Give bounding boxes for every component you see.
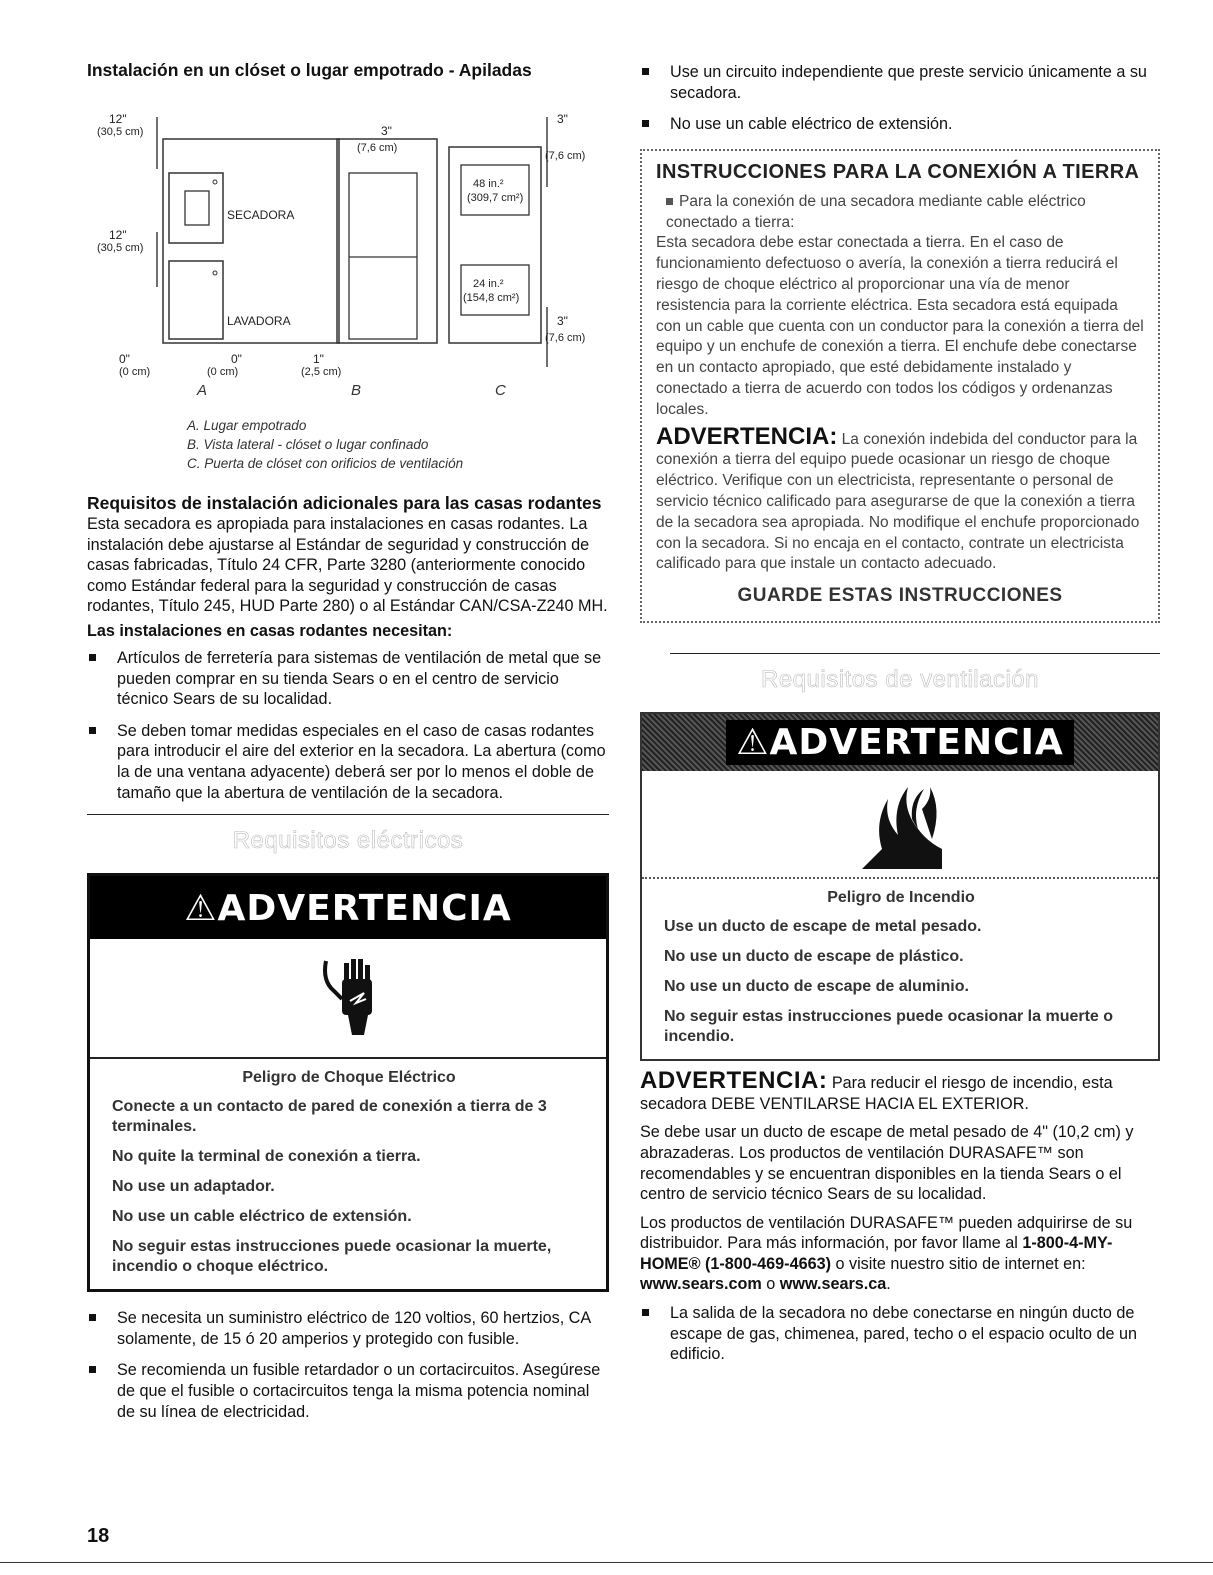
warning-line: No seguir estas instrucciones puede ocasionar la muerte o incendio. [664,1008,1114,1046]
warning-line: No use un ducto de escape de plástico. [664,948,964,966]
section-divider [670,653,1160,654]
closet-door [449,147,541,343]
save-instructions: GUARDE ESTAS INSTRUCCIONES [737,585,1063,607]
closet-heading: Instalación en un clóset o lugar empotrado - Apiladas [87,60,532,80]
square-bullet-icon [666,198,673,205]
washer-box [169,261,223,339]
warning-banner: ⚠ADVERTENCIA [90,876,606,939]
left-column [87,60,609,1433]
exhaust-list [640,1303,1160,1365]
grounding-warning-text: La conexión indebida del conductor para la conexión a tierra del equipo puede ocasionar un riesgo de choque eléctrico. Verifique con un electricista, representante o personal de servicio técnico calificado para asegurarse de que la conexión a tierra de la secadora sea apropiada. No modifique el enchufe proporcionado con la secadora. Si no encaja en el contacto, contrate un electricista calificado para que instale un contacto adecuado. [656,430,1140,573]
mobile-home-list [87,648,609,803]
dim-back-gap: 3" [381,124,392,138]
list-item: Use un circuito independiente que preste servicio únicamente a su secadora. [640,62,1160,103]
right-column [640,62,1160,1376]
caption-a: A. Lugar empotrado [187,418,307,433]
grounding-box [640,149,1160,623]
dim-front-gap-cm: (2,5 cm) [301,366,342,378]
warning-line: No use un adaptador. [112,1178,275,1196]
vent-top-label: 48 in.² [473,178,504,190]
caption-b: B. Vista lateral - clóset o lugar confinado [187,437,429,452]
vent-warning-label: ADVERTENCIA: [640,1067,828,1095]
electrical-warning-box [87,873,609,1292]
diagram-label-a: A [197,382,208,399]
mobile-home-body: Esta secadora es apropiada para instalaciones en casas rodantes. La instalación debe ajustarse al Estándar de seguridad y construcción de casas fabricadas, Título 24 CFR, Parte 3280 (anteriormente conocido como Estándar federal para la seguridad y construcción de casas rodantes, Título 245, HUD Parte 280) o al Estándar CAN/CSA-Z240 MH. [87,515,608,616]
hazard-title: Peligro de Incendio [827,889,975,907]
side-view-frame [337,139,437,343]
phone-number: 1-800-4-MY-HOME® (1-800-469-4663) [640,1234,1113,1273]
hazard-title: Peligro de Choque Eléctrico [242,1069,456,1087]
mobile-home-subheading: Las instalaciones en casas rodantes necesitan: [87,621,453,640]
closet-diagram [87,87,609,399]
list-item: No use un cable eléctrico de extensión. [640,114,1160,135]
section-divider [87,814,609,815]
shock-icon [90,939,606,1059]
dim-left-side: 0" [119,352,130,366]
warning-line: No quite la terminal de conexión a tierra. [112,1148,421,1166]
grounding-warning-label: ADVERTENCIA: [656,422,838,450]
warning-line: No seguir estas instrucciones puede ocasionar la muerte, incendio o choque eléctrico. [112,1238,552,1276]
dim-top-gap: 12" [109,112,127,126]
list-item: Se deben tomar medidas especiales en el caso de casas rodantes para introducir el aire del exterior en la secadora. La abertura (como la de una ventana adyacente) deberá ser por lo menos el doble de tamaño que la abertura de ventilación de la secadora. [87,721,609,803]
dim-front-gap: 1" [313,352,324,366]
fire-icon [642,771,1158,879]
dim-mid-gap-cm: (30,5 cm) [97,242,144,254]
dim-mid-gap: 12" [109,228,127,242]
diagram-captions [187,416,609,473]
circuit-list [640,62,1160,135]
diagram-label-c: C [495,382,506,399]
vent-paragraph-1: Se debe usar un ducto de escape de metal pesado de 4" (10,2 cm) y abrazaderas. Los productos de ventilación DURASAFE™ son recomendables y se encuentran disponibles en la tienda Sears o el centro de servicio técnico Sears de su localidad. [640,1123,1134,1204]
vent-warning [640,1067,1160,1114]
list-item: La salida de la secadora no debe conectarse en ningún ducto de escape de gas, chimenea, pared, techo o el espacio oculto de un edificio. [640,1303,1160,1365]
vent-warning-text: Para reducir el riesgo de incendio, esta secadora DEBE VENTILARSE HACIA EL EXTERIOR. [640,1074,1113,1113]
vent-bottom-cm: (154,8 cm²) [463,292,520,304]
washer-label: LAVADORA [227,314,291,328]
caption-c: C. Puerta de clóset con orificios de ventilación [187,456,464,471]
list-item: Artículos de ferretería para sistemas de ventilación de metal que se pueden comprar en su tienda Sears o en el centro de servicio técnico Sears de su localidad. [87,648,609,710]
website-link-sears-ca[interactable]: www.sears.ca [779,1275,887,1294]
warning-banner: ⚠ADVERTENCIA [642,714,1158,771]
dim-right-side-cm: (0 cm) [207,366,239,378]
page-number: 18 [87,1525,110,1547]
dim-door-top: 3" [557,112,568,126]
website-link-sears-com[interactable]: www.sears.com [640,1275,762,1294]
grounding-intro: Para la conexión de una secadora mediante cable eléctrico conectado a tierra: [666,192,1086,231]
grounding-body: Esta secadora debe estar conectada a tierra. En el caso de funcionamiento defectuoso o avería, la conexión a tierra reducirá el riesgo de choque eléctrico al proporcionar una vía de menor resistencia para la corriente eléctrica. Esta secadora está equipada con un cable que cuenta con un conductor para la conexión a tierra del equipo y un enchufe de conexión a tierra. El enchufe debe conectarse en un contacto apropiado, que esté debidamente instalado y conectado a tierra de acuerdo con todos los códigos y ordenanzas locales. [656,234,1144,418]
diagram-label-b: B [351,382,362,399]
list-item: Se necesita un suministro eléctrico de 120 voltios, 60 hertzios, CA solamente, de 15 ó 20 amperios y protegido con fusible. [87,1308,609,1349]
dim-door-bottom: 3" [557,314,568,328]
dim-left-side-cm: (0 cm) [119,366,151,378]
grounding-warning [656,422,1144,576]
dim-right-side: 0" [231,352,242,366]
dim-door-top-cm: (7,6 cm) [545,150,586,162]
dim-door-bottom-cm: (7,6 cm) [545,332,586,344]
dim-back-gap-cm: (7,6 cm) [357,142,398,154]
mobile-home-heading: Requisitos de instalación adicionales para las casas rodantes [87,493,602,513]
vent-heading: Requisitos de ventilación [761,666,1039,694]
warning-line: No use un cable eléctrico de extensión. [112,1208,412,1226]
dryer-label: SECADORA [227,208,295,222]
warning-line: Conecte a un contacto de pared de conexión a tierra de 3 terminales. [112,1098,547,1136]
dim-top-gap-cm: (30,5 cm) [97,126,144,138]
fire-warning-box [640,712,1160,1061]
vent-bottom-label: 24 in.² [473,278,504,290]
vent-paragraph-2: Los productos de ventilación DURASAFE™ pueden adquirirse de su distribuidor. Para más información, por favor llame al 1-800-4-MY-HOME® (1-800-469-4663) o visite nuestro sitio de internet en: www.sears.com o www.sears.ca. [640,1213,1133,1294]
vent-top-cm: (309,7 cm²) [467,192,524,204]
warning-line: Use un ducto de escape de metal pesado. [664,918,982,936]
alcove-frame [163,139,339,343]
electrical-heading: Requisitos eléctricos [232,827,464,855]
warning-line: No use un ducto de escape de aluminio. [664,978,969,996]
grounding-title: INSTRUCCIONES PARA LA CONEXIÓN A TIERRA [656,160,1140,183]
electrical-list [87,1308,609,1422]
list-item: Se recomienda un fusible retardador o un cortacircuitos. Asegúrese de que el fusible o cortacircuitos tenga la misma potencia nominal de su línea de electricidad. [87,1360,609,1422]
bottom-rule [0,1562,1213,1563]
